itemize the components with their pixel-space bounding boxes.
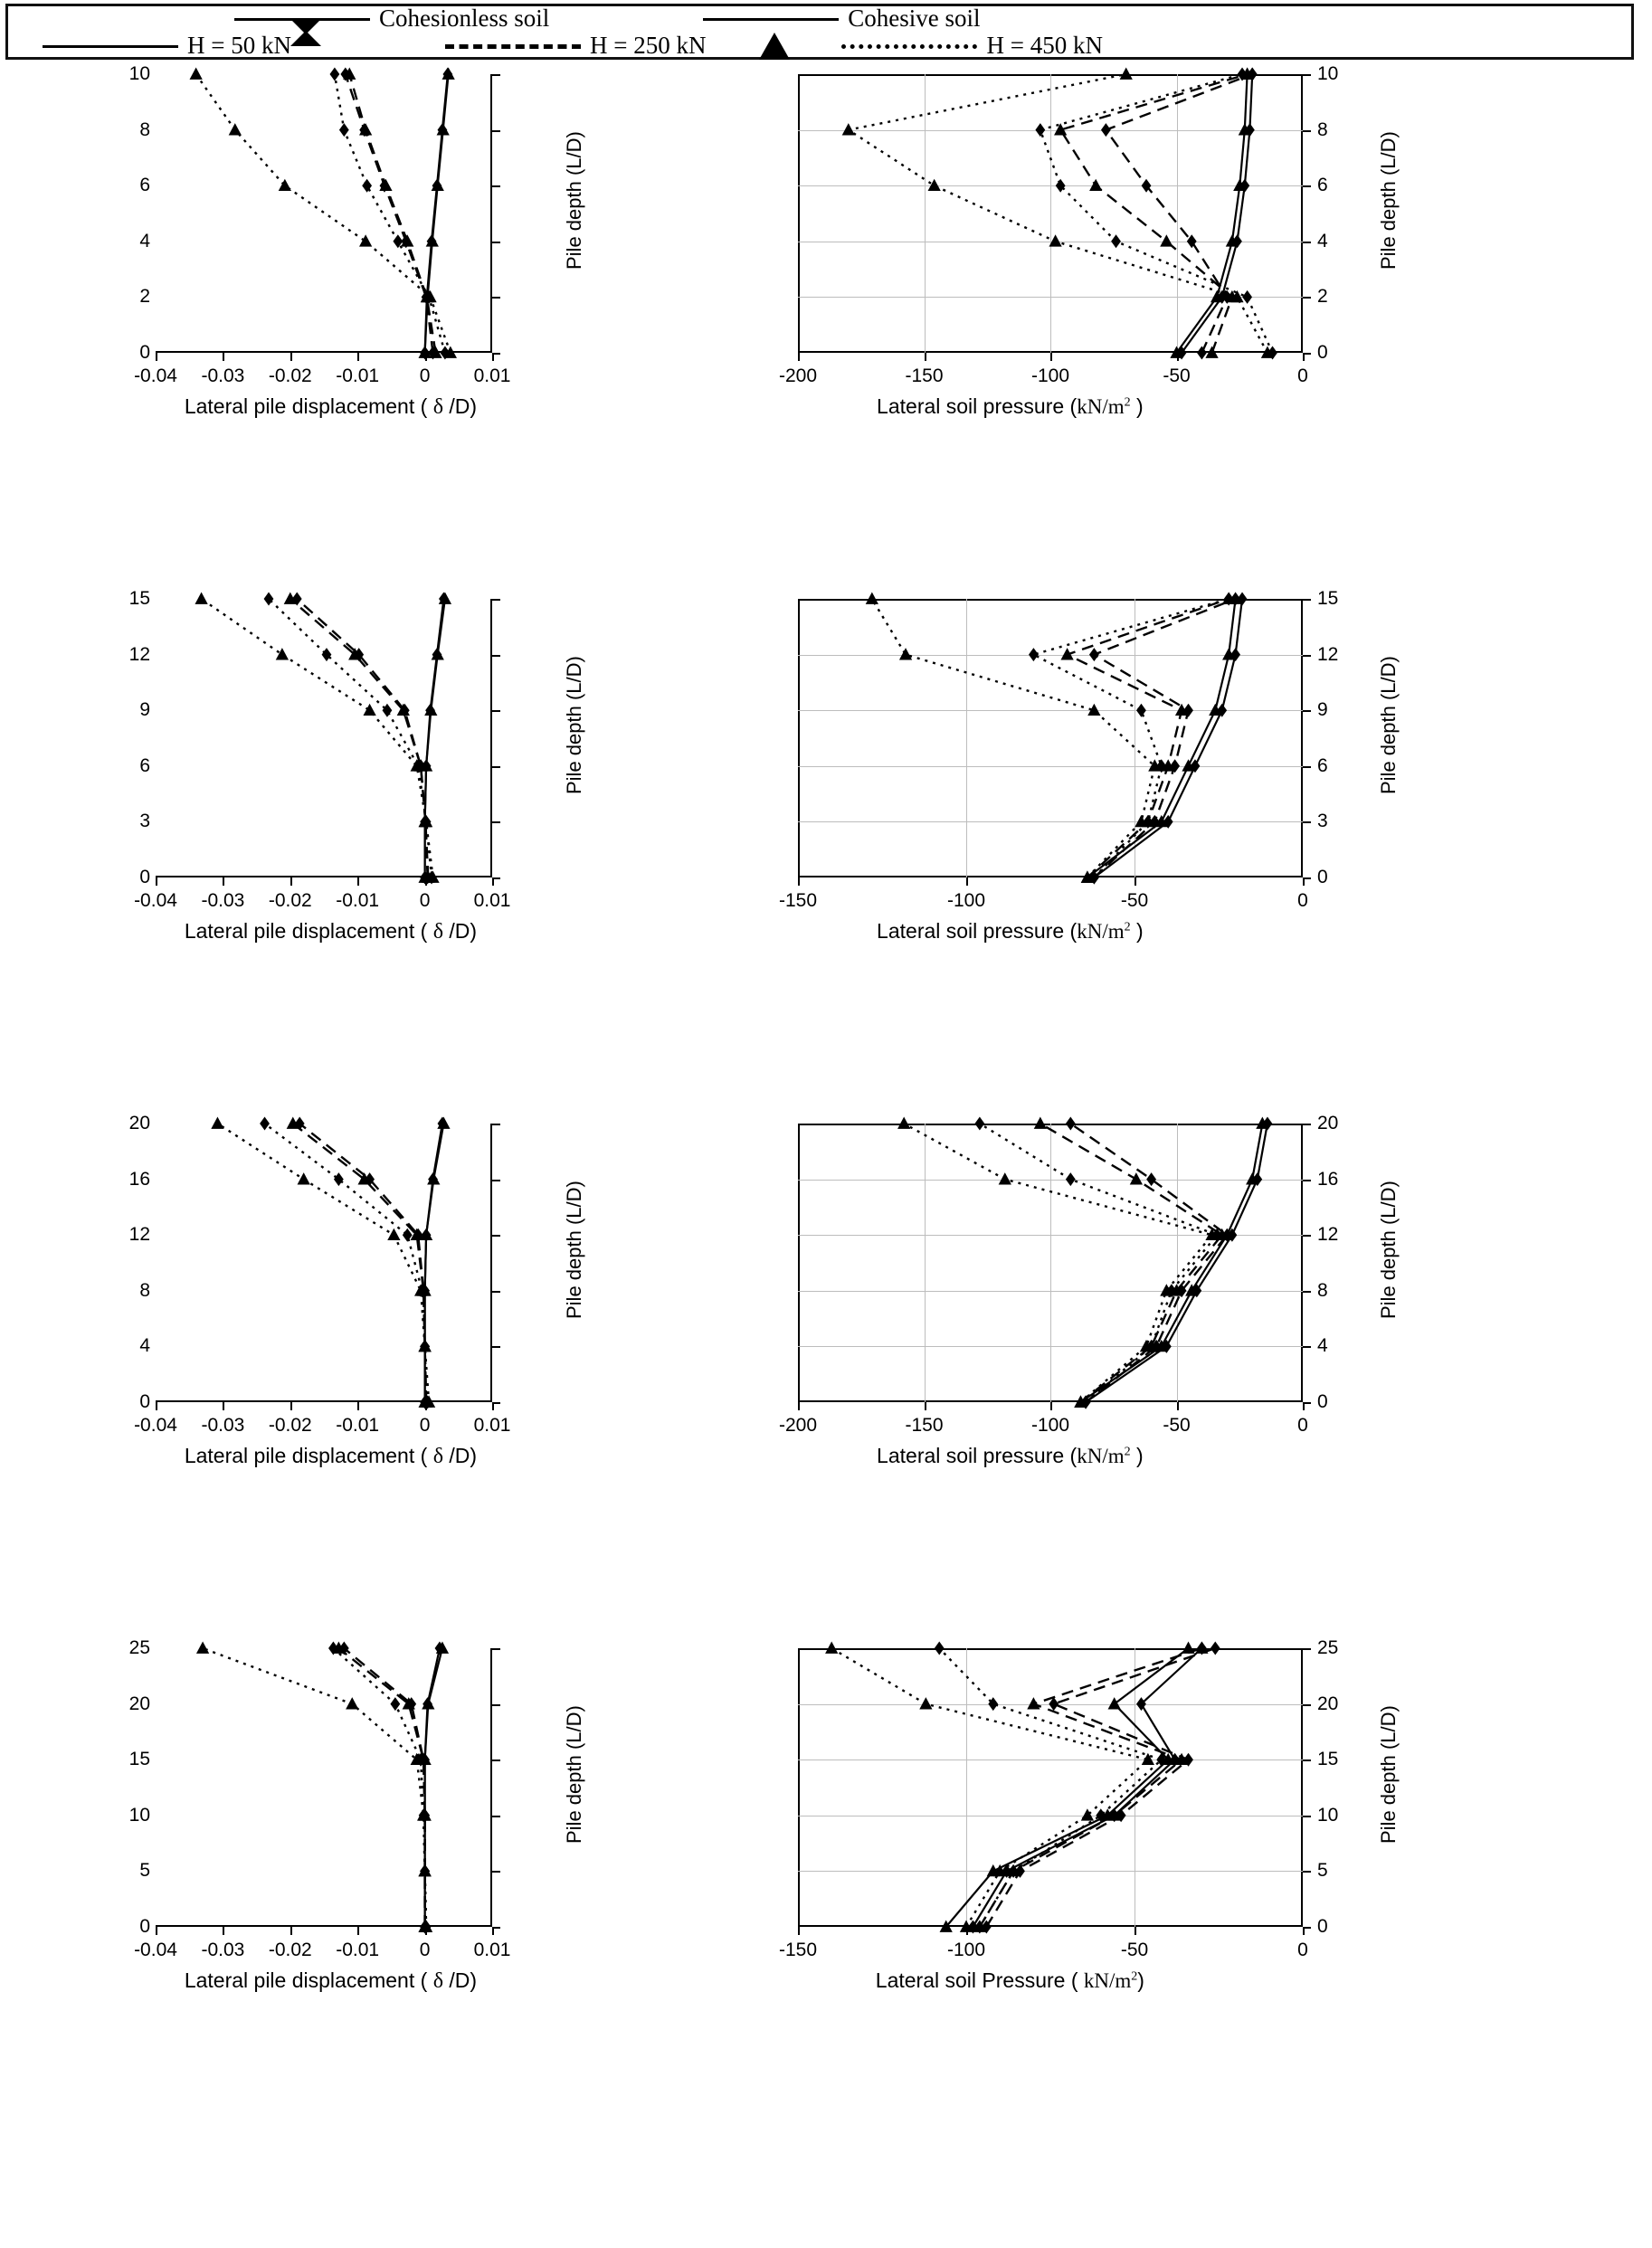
x-axis-title: Lateral soil pressure ($kN/m^2$ ) — [877, 919, 1144, 943]
y-axis-title: Pile depth (L/D) — [1377, 656, 1400, 794]
y-tick-label: 0 — [1317, 1391, 1328, 1412]
y-tick — [1303, 1704, 1311, 1706]
y-axis-title: Pile depth (L/D) — [1377, 131, 1400, 270]
x-tick-label: 0.01 — [473, 1940, 511, 1960]
x-tick-label: -0.01 — [336, 1940, 380, 1960]
x-tick — [966, 877, 968, 886]
y-tick-label: 3 — [1317, 811, 1328, 832]
y-tick — [492, 1346, 500, 1348]
x-tick — [925, 1402, 926, 1410]
x-tick-label: 0.01 — [473, 1415, 511, 1436]
y-tick — [1303, 242, 1311, 243]
x-tick-label: -100 — [1030, 365, 1070, 386]
x-tick-label: -150 — [778, 890, 818, 911]
y-tick-label: 6 — [1317, 754, 1328, 776]
y-tick — [1303, 353, 1311, 355]
y-axis-title: Pile depth (L/D) — [563, 1705, 585, 1844]
y-tick — [492, 74, 500, 76]
y-tick — [492, 766, 500, 768]
series-line — [1106, 74, 1252, 353]
y-tick — [492, 1760, 500, 1761]
series-line — [346, 74, 433, 353]
y-tick — [492, 297, 500, 299]
x-tick — [357, 877, 359, 886]
series-line — [1068, 599, 1230, 877]
y-tick — [1303, 297, 1311, 299]
legend-label-h50: H = 50 kN — [187, 32, 291, 59]
y-tick — [1303, 1648, 1311, 1650]
y-tick-label: 5 — [1317, 1860, 1328, 1882]
x-tick-label: -50 — [1120, 1940, 1149, 1960]
y-tick-label: 20 — [128, 1113, 150, 1133]
y-tick-label: 25 — [128, 1637, 150, 1658]
x-tick — [290, 1402, 292, 1410]
series-line — [196, 74, 451, 353]
y-tick — [1303, 766, 1311, 768]
y-tick-label: 20 — [128, 1693, 150, 1714]
x-tick — [357, 1402, 359, 1410]
y-tick-label: 3 — [139, 811, 150, 832]
y-tick-label: 0 — [1317, 867, 1328, 887]
y-tick — [1303, 1235, 1311, 1237]
x-axis-title: Lateral pile displacement ( δ /D) — [184, 1444, 478, 1468]
x-tick — [156, 877, 157, 886]
x-tick — [156, 353, 157, 361]
plot-area-row2-displacement — [156, 599, 492, 877]
y-tick-label: 8 — [1317, 119, 1328, 140]
y-tick-label: 12 — [128, 643, 150, 665]
plot-area-row2-pressure — [798, 599, 1303, 877]
x-tick — [156, 1402, 157, 1410]
series-line — [980, 1648, 1202, 1927]
y-tick-label: 6 — [139, 175, 150, 196]
series-layer — [798, 74, 1303, 353]
x-tick-label: -0.03 — [201, 890, 245, 911]
x-tick-label: -50 — [1163, 1415, 1191, 1436]
y-tick — [492, 1648, 500, 1650]
x-tick-label: -150 — [778, 1940, 818, 1960]
x-tick — [290, 877, 292, 886]
x-tick — [1050, 1402, 1052, 1410]
series-line — [1094, 599, 1242, 877]
series-line — [1182, 74, 1252, 353]
series-line — [203, 1648, 426, 1927]
y-tick — [492, 1816, 500, 1817]
series-layer — [156, 599, 492, 877]
legend-item-h450 — [841, 32, 1102, 60]
series-line — [1081, 1124, 1263, 1402]
y-tick-label: 0 — [1317, 1916, 1328, 1937]
x-tick-label: 0 — [1297, 365, 1308, 386]
x-tick — [223, 877, 224, 886]
series-line — [1094, 599, 1235, 877]
series-layer — [798, 1648, 1303, 1927]
chart-panel-row3-pressure — [778, 1113, 1400, 1467]
series-line — [980, 1124, 1217, 1402]
y-tick — [492, 1871, 500, 1873]
legend-row-markers — [8, 5, 1631, 33]
y-tick — [1303, 1180, 1311, 1181]
y-tick — [1303, 1927, 1311, 1929]
series-line — [425, 1124, 442, 1402]
chart-panel-row1-displacement — [128, 63, 585, 419]
series-line — [293, 1124, 426, 1402]
x-axis-title: Lateral soil pressure ($kN/m^2$ ) — [877, 394, 1144, 418]
x-tick-label: -0.04 — [134, 1415, 177, 1436]
x-tick-label: 0.01 — [473, 365, 511, 386]
y-tick — [492, 1180, 500, 1181]
y-tick — [492, 1291, 500, 1293]
series-line — [299, 1124, 426, 1402]
series-layer — [156, 74, 492, 353]
x-tick — [1177, 1402, 1179, 1410]
x-tick-label: -0.03 — [201, 1415, 245, 1436]
cohesionless-marker-icon — [234, 7, 370, 31]
y-tick-label: 4 — [1317, 230, 1328, 251]
series-line — [338, 1648, 424, 1927]
x-axis-title: Lateral pile displacement ( δ /D) — [184, 919, 478, 944]
x-axis-title: Lateral soil Pressure ( $kN/m^2$) — [875, 1968, 1144, 1992]
series-layer — [798, 599, 1303, 877]
y-tick — [1303, 1124, 1311, 1125]
y-tick-label: 12 — [1317, 643, 1339, 665]
x-tick-label: 0 — [419, 890, 431, 911]
legend-box — [5, 4, 1634, 60]
y-tick-label: 10 — [128, 63, 150, 84]
series-line — [904, 1124, 1211, 1402]
legend-item-cohesive-soil — [703, 5, 980, 33]
y-tick-label: 25 — [1317, 1637, 1339, 1658]
dotted-line-icon — [841, 34, 977, 58]
y-tick — [1303, 130, 1311, 132]
x-tick-label: -50 — [1120, 890, 1149, 911]
y-tick-label: 6 — [1317, 175, 1328, 196]
y-tick-label: 20 — [1317, 1693, 1339, 1714]
series-line — [831, 1648, 1148, 1927]
plot-area-row4-displacement — [156, 1648, 492, 1927]
x-tick-label: -100 — [946, 890, 986, 911]
y-tick — [1303, 74, 1311, 76]
x-tick-label: -200 — [778, 365, 818, 386]
y-tick-label: 10 — [1317, 63, 1339, 84]
chart-panel-row4-displacement — [128, 1637, 585, 1993]
y-tick — [492, 1704, 500, 1706]
x-tick — [425, 353, 427, 361]
chart-panel-row1-pressure — [778, 63, 1400, 418]
y-tick-label: 0 — [1317, 342, 1328, 363]
x-tick — [357, 1927, 359, 1935]
y-axis-title: Pile depth (L/D) — [1377, 1705, 1400, 1844]
x-tick-label: -0.03 — [201, 1940, 245, 1960]
y-tick — [492, 877, 500, 879]
series-line — [349, 74, 435, 353]
x-tick — [798, 1927, 800, 1935]
y-tick-label: 0 — [139, 1391, 150, 1412]
legend-label-cohesive: Cohesive soil — [848, 5, 981, 32]
y-tick — [1303, 1760, 1311, 1761]
x-tick — [223, 1402, 224, 1410]
y-tick — [1303, 710, 1311, 712]
legend-label-cohesionless: Cohesionless soil — [379, 5, 550, 32]
y-tick — [492, 185, 500, 187]
x-tick-label: -50 — [1163, 365, 1191, 386]
series-line — [269, 599, 432, 877]
legend-item-cohesionless-soil — [234, 5, 549, 33]
y-tick-label: 16 — [1317, 1168, 1339, 1190]
x-tick — [223, 1927, 224, 1935]
y-tick-label: 12 — [128, 1224, 150, 1246]
x-tick-label: 0 — [1297, 890, 1308, 911]
y-tick-label: 6 — [139, 754, 150, 776]
series-line — [986, 1648, 1215, 1927]
y-tick-label: 4 — [1317, 1335, 1328, 1357]
series-line — [939, 1648, 1162, 1927]
y-tick-label: 8 — [139, 1279, 150, 1301]
x-tick-label: -150 — [905, 1415, 944, 1436]
y-tick — [492, 710, 500, 712]
x-tick — [966, 1927, 968, 1935]
y-tick — [492, 1927, 500, 1929]
plot-area-row1-displacement — [156, 74, 492, 353]
x-tick — [1177, 353, 1179, 361]
y-tick — [492, 242, 500, 243]
y-tick-label: 5 — [139, 1860, 150, 1882]
x-tick-label: 0 — [419, 1415, 431, 1436]
cohesive-marker-icon — [703, 7, 839, 31]
series-line — [297, 599, 427, 877]
x-tick-label: -200 — [778, 1415, 818, 1436]
x-tick-label: 0 — [419, 365, 431, 386]
x-tick-label: -0.01 — [336, 890, 380, 911]
y-tick-label: 20 — [1317, 1113, 1339, 1133]
y-tick-label: 4 — [139, 1335, 150, 1357]
y-tick — [492, 599, 500, 601]
plot-area-row1-pressure — [798, 74, 1303, 353]
x-tick-label: 0 — [1297, 1415, 1308, 1436]
series-line — [1070, 1124, 1227, 1402]
y-tick-label: 15 — [1317, 1749, 1339, 1770]
x-tick-label: -0.01 — [336, 365, 380, 386]
chart-panel-row2-displacement — [128, 588, 585, 944]
x-tick-label: -0.01 — [336, 1415, 380, 1436]
y-tick-label: 0 — [139, 342, 150, 363]
series-layer — [156, 1648, 492, 1927]
legend-item-h250 — [445, 32, 706, 60]
series-line — [872, 599, 1155, 877]
x-tick — [290, 1927, 292, 1935]
y-tick-label: 2 — [1317, 286, 1328, 308]
series-line — [344, 1648, 424, 1927]
x-tick — [798, 877, 800, 886]
series-layer — [798, 1124, 1303, 1402]
legend-label-h250: H = 250 kN — [589, 32, 707, 59]
y-tick-label: 10 — [128, 1804, 150, 1826]
x-tick — [798, 353, 800, 361]
x-axis-title: Lateral pile displacement ( δ /D) — [184, 394, 478, 419]
x-tick — [425, 1402, 427, 1410]
x-tick-label: 0.01 — [473, 890, 511, 911]
y-tick — [1303, 1291, 1311, 1293]
x-tick — [357, 353, 359, 361]
plot-area-row3-pressure — [798, 1124, 1303, 1402]
legend-row-lines — [8, 32, 1631, 60]
y-tick-label: 8 — [1317, 1279, 1328, 1301]
y-tick — [492, 1124, 500, 1125]
x-tick-label: -0.02 — [268, 365, 312, 386]
x-tick — [1135, 877, 1136, 886]
y-tick — [492, 1235, 500, 1237]
y-tick-label: 15 — [1317, 588, 1339, 609]
y-tick — [492, 1402, 500, 1404]
y-tick — [492, 130, 500, 132]
x-tick-label: -0.04 — [134, 1940, 177, 1960]
y-tick-label: 0 — [139, 1916, 150, 1937]
x-tick-label: 0 — [1297, 1940, 1308, 1960]
x-tick-label: -0.04 — [134, 365, 177, 386]
plot-area-row3-displacement — [156, 1124, 492, 1402]
x-tick-label: 0 — [419, 1940, 431, 1960]
y-tick — [492, 821, 500, 823]
y-tick — [492, 353, 500, 355]
y-tick-label: 2 — [139, 286, 150, 308]
y-tick — [1303, 599, 1311, 601]
x-tick — [1135, 1927, 1136, 1935]
x-tick — [1050, 353, 1052, 361]
dashed-line-icon — [445, 34, 581, 58]
y-tick-label: 8 — [139, 119, 150, 140]
x-tick-label: -0.02 — [268, 1940, 312, 1960]
x-tick — [425, 877, 427, 886]
x-axis-title: Lateral pile displacement ( δ /D) — [184, 1968, 478, 1993]
legend-item-h50 — [43, 32, 291, 60]
y-tick-label: 4 — [139, 230, 150, 251]
y-axis-title: Pile depth (L/D) — [563, 656, 585, 794]
chart-panel-row2-pressure — [778, 588, 1400, 943]
series-line — [333, 1648, 426, 1927]
x-tick-label: -0.02 — [268, 890, 312, 911]
y-tick — [1303, 877, 1311, 879]
x-tick-label: -0.04 — [134, 890, 177, 911]
x-tick — [290, 353, 292, 361]
y-tick — [1303, 1346, 1311, 1348]
y-axis-title: Pile depth (L/D) — [1377, 1181, 1400, 1319]
x-tick-label: -150 — [905, 365, 944, 386]
plot-area-row4-pressure — [798, 1648, 1303, 1927]
y-axis-title: Pile depth (L/D) — [563, 1181, 585, 1319]
x-tick-label: -100 — [946, 1940, 986, 1960]
series-line — [946, 1648, 1189, 1927]
chart-panel-row3-displacement — [128, 1113, 585, 1468]
y-tick-label: 15 — [128, 1749, 150, 1770]
y-tick — [492, 655, 500, 657]
x-tick — [223, 353, 224, 361]
x-tick-label: -0.02 — [268, 1415, 312, 1436]
y-tick-label: 16 — [128, 1168, 150, 1190]
y-tick — [1303, 821, 1311, 823]
chart-panel-row4-pressure — [778, 1637, 1400, 1992]
y-tick — [1303, 1871, 1311, 1873]
y-tick-label: 12 — [1317, 1224, 1339, 1246]
y-tick-label: 10 — [1317, 1804, 1339, 1826]
y-tick — [1303, 185, 1311, 187]
y-axis-title: Pile depth (L/D) — [563, 131, 585, 270]
y-tick — [1303, 1816, 1311, 1817]
series-line — [973, 1648, 1201, 1927]
series-line — [425, 1648, 442, 1927]
y-tick-label: 15 — [128, 588, 150, 609]
x-tick-label: -100 — [1030, 1415, 1070, 1436]
series-line — [217, 1124, 429, 1402]
x-tick — [925, 353, 926, 361]
y-tick-label: 0 — [139, 867, 150, 887]
x-tick — [156, 1927, 157, 1935]
x-tick — [425, 1927, 427, 1935]
x-tick-label: -0.03 — [201, 365, 245, 386]
series-line — [202, 599, 433, 877]
y-tick — [1303, 655, 1311, 657]
solid-line-icon — [43, 34, 178, 58]
legend-label-h450: H = 450 kN — [986, 32, 1103, 59]
y-tick — [1303, 1402, 1311, 1404]
x-tick — [798, 1402, 800, 1410]
series-line — [1040, 74, 1273, 353]
x-axis-title: Lateral soil pressure ($kN/m^2$ ) — [877, 1444, 1144, 1467]
series-line — [849, 74, 1267, 353]
y-tick-label: 9 — [139, 699, 150, 721]
series-layer — [156, 1124, 492, 1402]
y-tick-label: 9 — [1317, 699, 1328, 721]
